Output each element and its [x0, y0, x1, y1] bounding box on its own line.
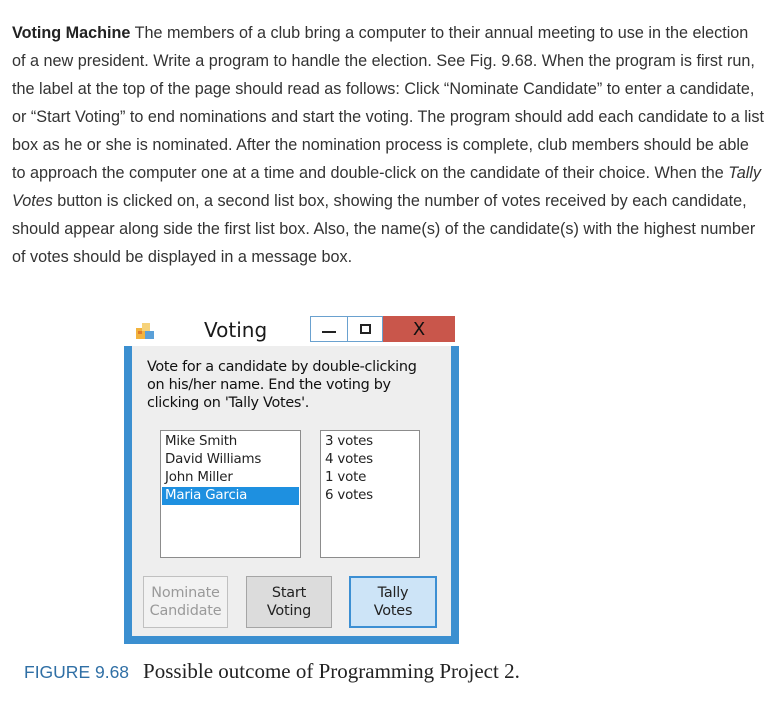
vote-item[interactable]: 1 vote	[325, 470, 367, 485]
problem-text	[12, 19, 764, 271]
window-client	[132, 346, 451, 636]
candidate-item[interactable]: Mike Smith	[165, 434, 238, 449]
nominate-candidate-button[interactable]: Nominate Candidate	[143, 576, 228, 628]
maximize-button[interactable]	[347, 316, 383, 342]
app-icon	[136, 323, 154, 339]
problem-title: Voting Machine	[12, 24, 131, 42]
voting-window	[124, 314, 459, 644]
problem-body-2: button is clicked on, a second list box, showing the number of votes received by each candidate, should appear along side the first list box. Also, the name(s) of the candidate(s) with the highest number of votes should be displayed in a message box.	[12, 192, 756, 266]
title-bar[interactable]	[124, 314, 459, 346]
candidate-item[interactable]: David Williams	[165, 452, 262, 467]
figure-label: FIGURE 9.68	[24, 662, 130, 682]
window-title: Voting	[204, 318, 268, 342]
problem-italic: Tally Votes	[12, 164, 761, 210]
maximize-icon	[360, 324, 371, 334]
instructions-label: Vote for a candidate by double-clicking on his/her name. End the voting by clicking on 'Tally Votes'.	[147, 359, 417, 411]
figure-caption	[24, 659, 520, 684]
figure-caption-text: Possible outcome of Programming Project 2.	[143, 659, 520, 683]
vote-item[interactable]: 4 votes	[325, 452, 373, 467]
vote-item[interactable]: 3 votes	[325, 434, 373, 449]
vote-item[interactable]: 6 votes	[325, 488, 373, 503]
votes-listbox[interactable]	[320, 430, 420, 558]
tally-votes-button[interactable]: Tally Votes	[349, 576, 437, 628]
minimize-icon	[322, 331, 336, 333]
candidates-listbox[interactable]	[160, 430, 301, 558]
close-icon: X	[412, 318, 426, 340]
start-voting-button[interactable]: Start Voting	[246, 576, 332, 628]
candidate-item[interactable]: John Miller	[165, 470, 233, 485]
candidate-item-selected[interactable]: Maria Garcia	[162, 487, 299, 505]
close-button[interactable]	[383, 316, 455, 342]
minimize-button[interactable]	[310, 316, 347, 342]
problem-body-1: The members of a club bring a computer to their annual meeting to use in the election of a new president. Write a program to handle the election. See Fig. 9.68. When the program is first run, the label at the top of the page should read as follows: Click “Nominate Candidate” to enter a candidate, or “Start Voting” to end nominations and start the voting. The program should add each candidate to a list box as he or she is nominated. After the nomination process is complete, club members should be able to approach the computer one at a time and double-click on the candidate of their choice. When the	[12, 24, 764, 182]
